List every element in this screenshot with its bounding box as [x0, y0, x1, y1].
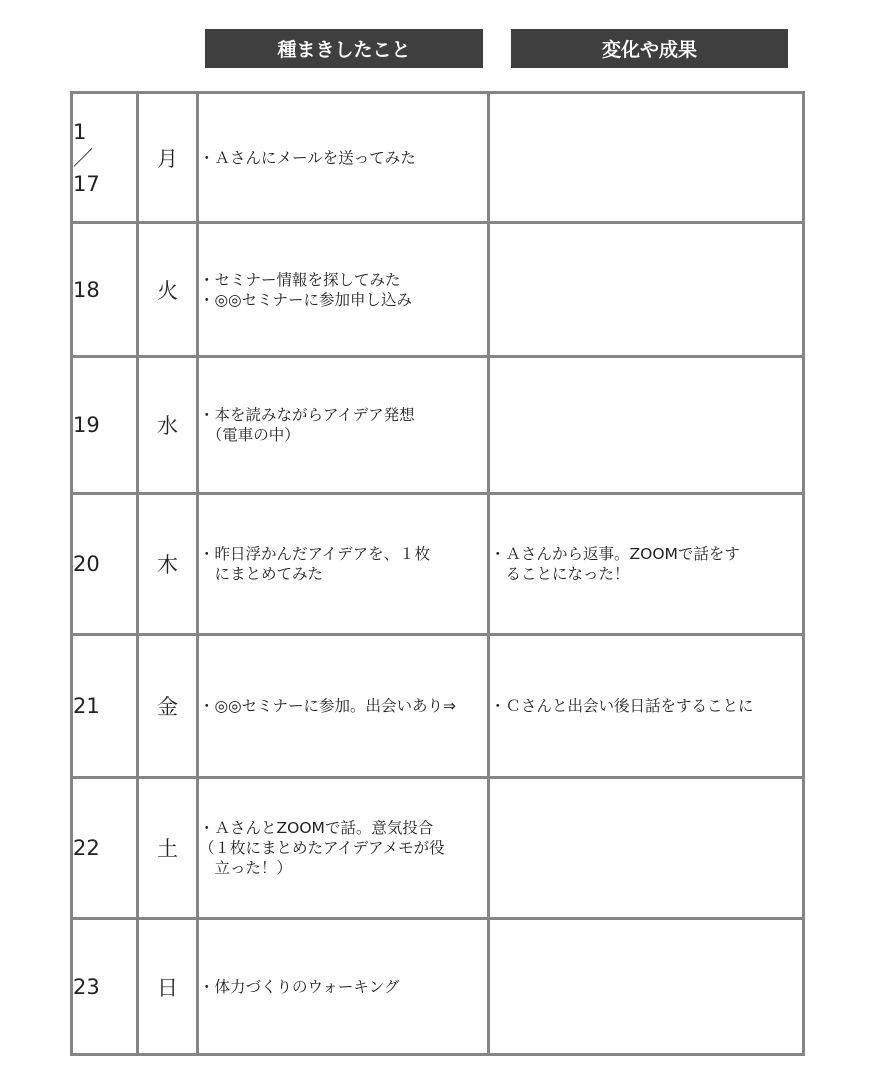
- weekday-cell: 水: [138, 357, 198, 494]
- table-row: [72, 494, 804, 635]
- action-cell: [198, 93, 489, 223]
- result-cell: [489, 494, 804, 635]
- result-cell: [489, 635, 804, 778]
- action-cell: [198, 778, 489, 919]
- weekday-cell: 日: [138, 919, 198, 1055]
- table-row: [72, 93, 804, 223]
- date-cell: 20: [72, 494, 138, 635]
- action-text: ・Ａさんにメールを送ってみた: [199, 148, 416, 167]
- weekday-cell: 木: [138, 494, 198, 635]
- date-cell: 19: [72, 357, 138, 494]
- weekday-cell: 月: [138, 93, 198, 223]
- weekday-cell: 土: [138, 778, 198, 919]
- weekday-cell: 火: [138, 223, 198, 357]
- action-text: ・体力づくりのウォーキング: [199, 977, 400, 996]
- table-row: [72, 919, 804, 1055]
- table-row: [72, 778, 804, 919]
- result-cell: [489, 778, 804, 919]
- action-cell: [198, 494, 489, 635]
- result-cell: [489, 357, 804, 494]
- table-row: [72, 635, 804, 778]
- weekly-planner-table: [70, 91, 805, 1056]
- action-text: ・◎◎セミナーに参加。出会いあり⇒: [199, 697, 457, 715]
- action-text: ・本を読みながらアイデア発想 （電車の中）: [199, 406, 415, 444]
- action-text: ・昨日浮かんだアイデアを、１枚 にまとめてみた: [199, 545, 431, 583]
- date-cell: 18: [72, 223, 138, 357]
- result-text: ・Ａさんから返事。ZOOMで話をす ることになった！: [490, 545, 740, 583]
- weekday-cell: 金: [138, 635, 198, 778]
- table-row: [72, 357, 804, 494]
- action-cell: [198, 919, 489, 1055]
- action-text: ・セミナー情報を探してみた ・◎◎セミナーに参加申し込み: [199, 270, 413, 309]
- header-results: [511, 29, 788, 68]
- action-cell: [198, 357, 489, 494]
- date-cell: 22: [72, 778, 138, 919]
- date-cell: 23: [72, 919, 138, 1055]
- table-row: [72, 223, 804, 357]
- action-cell: [198, 635, 489, 778]
- month-label: 1: [73, 119, 87, 144]
- header-results-label: 変化や成果: [601, 39, 697, 61]
- date-cell: [72, 93, 138, 223]
- action-text: ・ＡさんとZOOMで話。意気投合 （１枚にまとめたアイデアメモが役 立った！）: [199, 819, 445, 877]
- result-text: ・Ｃさんと出会い後日話をすることに: [490, 697, 754, 715]
- date-cell: 21: [72, 635, 138, 778]
- result-cell: [489, 223, 804, 357]
- result-cell: [489, 93, 804, 223]
- date-separator: ／: [73, 145, 93, 170]
- day-label: 17: [73, 171, 100, 196]
- header-actions: [205, 29, 483, 68]
- header-actions-label: 種まきしたこと: [277, 39, 411, 61]
- action-cell: [198, 223, 489, 357]
- result-cell: [489, 919, 804, 1055]
